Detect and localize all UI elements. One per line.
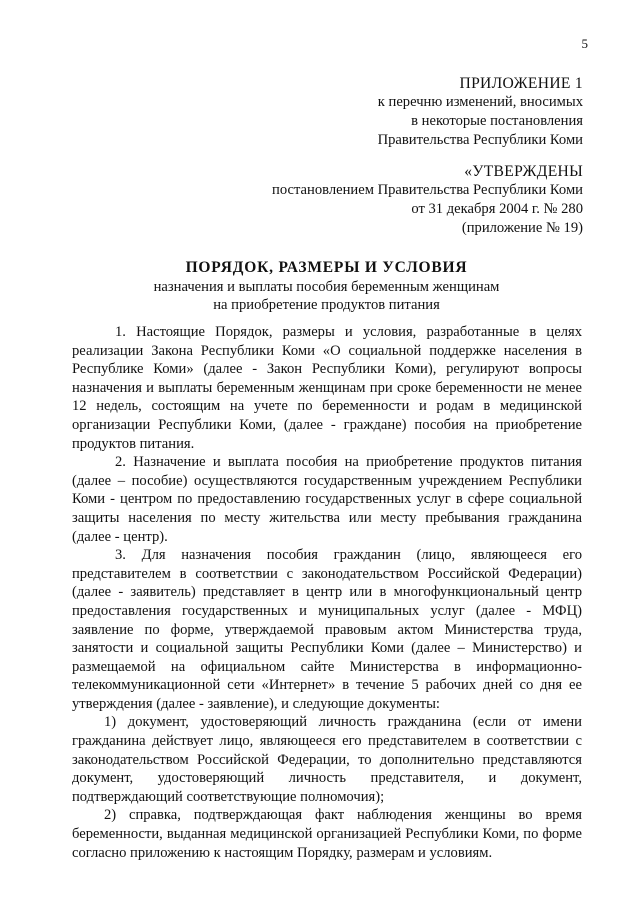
appendix-line: к перечню изменений, вносимых <box>377 94 583 110</box>
subitem-2: 2) справка, подтверждающая факт наблюдения женщины во время беременности, выданная медицинской организацией Республики Коми, по форме согласно приложению к настоящим Порядку, размерам и условиям. <box>72 807 582 861</box>
appendix-line: Правительства Республики Коми <box>377 132 583 148</box>
document-subtitle-line: назначения и выплаты пособия беременным женщинам <box>153 279 500 295</box>
appendix-line: в некоторые постановления <box>411 113 583 129</box>
document-title-block <box>70 258 583 314</box>
appendix-title: ПРИЛОЖЕНИЕ 1 <box>459 75 583 92</box>
paragraph-3: 3. Для назначения пособия гражданин (лицо, являющееся его представителем в соответствии с законодательством Российской Федерации) (далее - заявитель) представляет в центр или в многофункциональный центр предоставления государственных и муниципальных услуг (далее - МФЦ) заявление по форме, утверждаемой правовым актом Министерства труда, занятости и социальной защиты Республики Коми (далее – Министерство) и размещаемой на официальном сайте Министерства в информационно-телекоммуникационной сети «Интернет» в течение 5 рабочих дней со дня ее утверждения (далее - заявление), и следующие документы: <box>72 547 582 712</box>
approval-title: «УТВЕРЖДЕНЫ <box>464 163 583 180</box>
document-title: ПОРЯДОК, РАЗМЕРЫ И УСЛОВИЯ <box>185 259 468 276</box>
approval-line: от 31 декабря 2004 г. № 280 <box>411 201 583 217</box>
approval-header <box>272 162 583 238</box>
page-number: 5 <box>581 36 588 51</box>
paragraph-2: 2. Назначение и выплата пособия на приобретение продуктов питания (далее – пособие) осуществляются государственным учреждением Республики Коми - центром по предоставлению государственных услуг в сфере социальной защиты населения по месту жительства или месту пребывания гражданина (далее - центр). <box>72 454 582 545</box>
approval-line: постановлением Правительства Республики Коми <box>272 182 583 198</box>
subitem-1: 1) документ, удостоверяющий личность гражданина (если от имени гражданина действует лицо, являющееся его представителем в соответствии с законодательством Российской Федерации, то дополнительно представляются документ, удостоверяющий личность представителя, и документ, подтверждающий соответствующие полномочия); <box>72 714 582 805</box>
document-body <box>72 323 582 862</box>
approval-line: (приложение № 19) <box>461 220 583 236</box>
paragraph-1: 1. Настоящие Порядок, размеры и условия, разработанные в целях реализации Закона Республики Коми «О социальной поддержке населения в Республике Коми» (далее - Закон Республики Коми), регулируют вопросы назначения и выплаты беременным женщинам при сроке беременности не менее 12 недель, состоящим на учете по беременности и родам в медицинской организации Республики Коми, (далее - граждане) пособия на приобретение продуктов питания. <box>72 324 582 452</box>
document-subtitle-line: на приобретение продуктов питания <box>213 297 440 313</box>
appendix-header <box>378 74 583 150</box>
